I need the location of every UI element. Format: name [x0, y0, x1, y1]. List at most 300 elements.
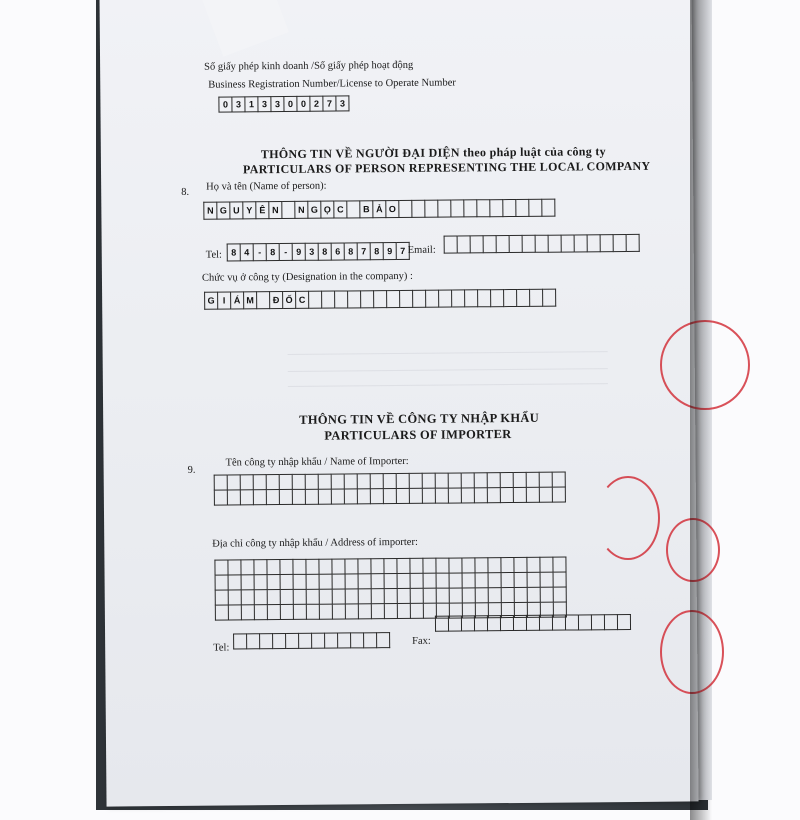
empty-char-box — [448, 615, 461, 630]
representative-title-en: PARTICULARS OF PERSON REPRESENTING THE LOCAL COMPANY — [242, 158, 651, 177]
empty-char-box — [247, 633, 260, 648]
empty-char-box — [397, 603, 410, 618]
empty-char-box — [522, 235, 535, 252]
empty-char-box — [331, 489, 344, 504]
empty-char-box — [409, 488, 422, 503]
empty-char-box — [241, 575, 254, 590]
char-box: 9 — [292, 243, 305, 260]
empty-char-box — [241, 605, 254, 620]
empty-char-box — [344, 489, 357, 504]
empty-char-box — [384, 559, 397, 574]
empty-char-box — [371, 574, 384, 589]
char-box: B — [360, 201, 373, 218]
empty-char-box — [384, 604, 397, 619]
empty-char-box — [214, 490, 227, 505]
empty-char-box — [227, 490, 240, 505]
char-box: Á — [231, 292, 244, 309]
empty-char-box — [423, 588, 436, 603]
empty-char-box — [552, 487, 565, 502]
empty-char-box — [299, 633, 312, 648]
empty-char-box — [496, 235, 509, 252]
char-box — [504, 289, 517, 306]
char-box: Ả — [373, 201, 386, 218]
empty-char-box — [483, 235, 496, 252]
importer-address-boxes — [214, 557, 567, 621]
empty-char-box — [436, 573, 449, 588]
empty-char-box — [444, 235, 457, 252]
empty-char-box — [587, 234, 600, 251]
empty-char-box — [436, 588, 449, 603]
empty-char-box — [410, 588, 423, 603]
empty-char-box — [526, 487, 539, 502]
empty-char-box — [396, 488, 409, 503]
empty-char-box — [397, 588, 410, 603]
empty-char-box — [280, 559, 293, 574]
char-box — [425, 200, 438, 217]
empty-char-box — [500, 473, 513, 488]
empty-char-box — [461, 488, 474, 503]
empty-char-box — [423, 558, 436, 573]
char-box: 8 — [318, 243, 331, 260]
empty-char-box — [306, 589, 319, 604]
empty-char-box — [370, 474, 383, 489]
empty-char-box — [526, 615, 539, 630]
empty-char-box — [600, 234, 613, 251]
email-label: Email: — [407, 244, 436, 256]
item-number-9: 9. — [187, 464, 196, 476]
empty-char-box — [319, 589, 332, 604]
empty-char-box — [358, 589, 371, 604]
char-box: N — [269, 202, 282, 219]
char-box — [413, 290, 426, 307]
char-box — [516, 199, 529, 216]
empty-char-box — [591, 614, 604, 629]
empty-char-box — [292, 474, 305, 489]
empty-char-box — [280, 589, 293, 604]
empty-char-box — [331, 474, 344, 489]
empty-char-box — [488, 558, 501, 573]
empty-char-box — [552, 472, 565, 487]
empty-char-box — [279, 474, 292, 489]
tel-boxes — [227, 242, 410, 262]
empty-char-box — [409, 473, 422, 488]
empty-char-box — [462, 588, 475, 603]
char-box — [542, 199, 555, 216]
char-box: 3 — [232, 97, 245, 112]
char-box — [503, 199, 516, 216]
empty-char-box — [540, 557, 553, 572]
char-box — [374, 291, 387, 308]
char-box: Y — [243, 202, 256, 219]
char-box: 3 — [305, 243, 318, 260]
empty-char-box — [422, 473, 435, 488]
tel-label: Tel: — [205, 249, 222, 261]
char-box: G — [217, 202, 230, 219]
char-box: 8 — [370, 243, 383, 260]
char-box: 1 — [245, 97, 258, 112]
char-box — [438, 200, 451, 217]
empty-char-box — [364, 632, 377, 647]
empty-char-box — [578, 614, 591, 629]
char-box: 8 — [344, 243, 357, 260]
char-box: Ọ — [321, 201, 334, 218]
empty-char-box — [267, 575, 280, 590]
empty-char-box — [332, 574, 345, 589]
empty-char-box — [280, 574, 293, 589]
char-box: U — [230, 202, 243, 219]
empty-char-box — [626, 234, 639, 251]
empty-char-box — [267, 560, 280, 575]
empty-char-box — [475, 588, 488, 603]
empty-char-box — [240, 475, 253, 490]
empty-char-box — [488, 588, 501, 603]
email-boxes — [444, 234, 640, 253]
empty-char-box — [279, 489, 292, 504]
char-box: N — [204, 202, 217, 219]
empty-char-box — [457, 235, 470, 252]
char-box — [322, 291, 335, 308]
char-box: - — [279, 243, 292, 260]
empty-char-box — [266, 475, 279, 490]
empty-char-box — [422, 488, 435, 503]
empty-char-box — [397, 573, 410, 588]
document-page — [99, 0, 698, 807]
empty-char-box — [535, 235, 548, 252]
empty-char-box — [500, 615, 513, 630]
representative-title-vi: THÔNG TIN VỀ NGƯỜI ĐẠI DIỆN theo pháp luật của công ty — [260, 144, 606, 162]
char-box: I — [218, 292, 231, 309]
empty-char-box — [527, 557, 540, 572]
designation-boxes — [204, 289, 556, 310]
empty-char-box — [293, 559, 306, 574]
empty-char-box — [358, 559, 371, 574]
empty-char-box — [397, 558, 410, 573]
empty-char-box — [539, 487, 552, 502]
char-box — [517, 289, 530, 306]
char-box — [490, 200, 503, 217]
empty-char-box — [214, 475, 227, 490]
empty-char-box — [539, 615, 552, 630]
char-box: Đ — [270, 292, 283, 309]
char-box — [543, 289, 556, 306]
char-box — [399, 200, 412, 217]
empty-char-box — [540, 587, 553, 602]
char-box — [282, 201, 295, 218]
empty-char-box — [254, 605, 267, 620]
item-number-8: 8. — [181, 186, 190, 198]
designation-label: Chức vụ ở công ty (Designation in the company) : — [201, 270, 413, 284]
empty-char-box — [338, 632, 351, 647]
empty-char-box — [267, 590, 280, 605]
empty-char-box — [351, 632, 364, 647]
char-box: 7 — [357, 243, 370, 260]
empty-char-box — [332, 559, 345, 574]
char-box: 3 — [336, 96, 349, 111]
empty-char-box — [539, 472, 552, 487]
char-box: N — [295, 201, 308, 218]
empty-char-box — [410, 603, 423, 618]
empty-char-box — [513, 472, 526, 487]
empty-char-box — [254, 575, 267, 590]
empty-char-box — [228, 575, 241, 590]
empty-char-box — [227, 475, 240, 490]
char-box: 3 — [258, 97, 271, 112]
empty-char-box — [345, 589, 358, 604]
empty-char-box — [306, 604, 319, 619]
empty-char-box — [325, 633, 338, 648]
char-box — [477, 200, 490, 217]
char-box — [465, 290, 478, 307]
empty-char-box — [501, 573, 514, 588]
char-box: C — [334, 201, 347, 218]
empty-char-box — [253, 475, 266, 490]
empty-char-box — [462, 558, 475, 573]
empty-char-box — [357, 474, 370, 489]
empty-char-box — [293, 589, 306, 604]
empty-char-box — [383, 489, 396, 504]
empty-char-box — [487, 615, 500, 630]
importer-name-label: Tên công ty nhập khẩu / Name of Importer: — [225, 455, 409, 469]
char-box — [452, 290, 465, 307]
empty-char-box — [384, 574, 397, 589]
char-box — [335, 291, 348, 308]
empty-char-box — [553, 572, 566, 587]
empty-char-box — [552, 615, 565, 630]
char-box: 7 — [323, 96, 336, 111]
empty-char-box — [474, 488, 487, 503]
empty-char-box — [475, 573, 488, 588]
empty-char-box — [527, 587, 540, 602]
char-box — [439, 290, 452, 307]
importer-address-label: Địa chỉ công ty nhập khẩu / Address of importer: — [212, 536, 418, 550]
page-edge-shadow — [690, 0, 712, 820]
empty-char-box — [449, 573, 462, 588]
empty-char-box — [240, 490, 253, 505]
empty-char-box — [488, 573, 501, 588]
char-box: M — [244, 292, 257, 309]
empty-char-box — [286, 633, 299, 648]
char-box — [426, 290, 439, 307]
empty-char-box — [319, 574, 332, 589]
char-box: 8 — [227, 244, 240, 261]
empty-char-box — [371, 589, 384, 604]
empty-char-box — [514, 572, 527, 587]
empty-char-box — [266, 490, 279, 505]
empty-char-box — [561, 234, 574, 251]
empty-char-box — [241, 560, 254, 575]
char-box: G — [205, 292, 218, 309]
empty-char-box — [306, 574, 319, 589]
empty-char-box — [371, 559, 384, 574]
char-box: Ê — [256, 202, 269, 219]
empty-char-box — [228, 605, 241, 620]
empty-char-box — [280, 604, 293, 619]
char-box: 0 — [297, 96, 310, 111]
empty-char-box — [487, 473, 500, 488]
empty-char-box — [553, 587, 566, 602]
empty-char-box — [293, 574, 306, 589]
empty-char-box — [500, 488, 513, 503]
char-box — [309, 291, 322, 308]
empty-char-box — [377, 632, 390, 647]
empty-char-box — [318, 489, 331, 504]
empty-char-box — [215, 605, 228, 620]
empty-char-box — [273, 633, 286, 648]
empty-char-box — [312, 633, 325, 648]
char-box — [347, 201, 360, 218]
empty-char-box — [553, 557, 566, 572]
empty-char-box — [410, 573, 423, 588]
char-box — [529, 199, 542, 216]
empty-char-box — [384, 589, 397, 604]
empty-char-box — [241, 590, 254, 605]
importer-fax-boxes — [435, 614, 631, 631]
empty-char-box — [617, 614, 630, 629]
empty-char-box — [448, 473, 461, 488]
empty-char-box — [461, 615, 474, 630]
person-name-label: Họ và tên (Name of person): — [206, 180, 327, 193]
partial-seal-stamp — [596, 476, 660, 560]
empty-char-box — [449, 588, 462, 603]
empty-char-box — [449, 558, 462, 573]
importer-title-vi: THÔNG TIN VỀ CÔNG TY NHẬP KHẨU — [299, 410, 540, 427]
empty-char-box — [396, 473, 409, 488]
empty-char-box — [357, 489, 370, 504]
empty-char-box — [292, 489, 305, 504]
importer-tel-label: Tel: — [213, 642, 230, 654]
char-box — [530, 289, 543, 306]
bleed-through-line — [288, 351, 608, 355]
importer-title-en: PARTICULARS OF IMPORTER — [324, 427, 512, 443]
empty-char-box — [234, 633, 247, 648]
char-box: 0 — [219, 97, 232, 112]
char-box — [412, 200, 425, 217]
char-box: 7 — [396, 242, 409, 259]
empty-char-box — [509, 235, 522, 252]
empty-char-box — [540, 572, 553, 587]
empty-char-box — [448, 488, 461, 503]
empty-char-box — [435, 616, 448, 631]
char-box: 0 — [284, 96, 297, 111]
char-box: 9 — [383, 243, 396, 260]
char-box: 2 — [310, 96, 323, 111]
importer-fax-label: Fax: — [412, 635, 431, 647]
empty-char-box — [501, 558, 514, 573]
empty-char-box — [228, 590, 241, 605]
char-box: G — [308, 201, 321, 218]
empty-char-box — [306, 559, 319, 574]
char-box: 3 — [271, 96, 284, 111]
char-box — [451, 200, 464, 217]
empty-char-box — [410, 558, 423, 573]
empty-char-box — [318, 474, 331, 489]
license-label-vi: Số giấy phép kinh doanh /Số giấy phép hoạt động — [204, 59, 414, 73]
empty-char-box — [260, 633, 273, 648]
empty-char-box — [319, 559, 332, 574]
char-box: 8 — [266, 244, 279, 261]
empty-char-box — [253, 490, 266, 505]
empty-char-box — [267, 605, 280, 620]
bleed-through-line — [288, 383, 608, 387]
empty-char-box — [435, 473, 448, 488]
empty-char-box — [513, 615, 526, 630]
license-number-boxes — [218, 95, 349, 112]
empty-char-box — [332, 589, 345, 604]
empty-char-box — [371, 604, 384, 619]
empty-char-box — [345, 574, 358, 589]
empty-char-box — [358, 574, 371, 589]
empty-char-box — [436, 558, 449, 573]
char-box — [348, 291, 361, 308]
char-box: 6 — [331, 243, 344, 260]
empty-char-box — [462, 573, 475, 588]
empty-char-box — [527, 572, 540, 587]
empty-char-box — [474, 615, 487, 630]
empty-char-box — [370, 489, 383, 504]
empty-char-box — [423, 573, 436, 588]
empty-char-box — [305, 474, 318, 489]
empty-char-box — [215, 560, 228, 575]
empty-char-box — [501, 588, 514, 603]
empty-char-box — [254, 560, 267, 575]
char-box: Ố — [283, 291, 296, 308]
empty-char-box — [215, 575, 228, 590]
empty-char-box — [215, 590, 228, 605]
empty-char-box — [474, 473, 487, 488]
importer-name-boxes — [214, 472, 566, 506]
empty-char-box — [526, 472, 539, 487]
empty-char-box — [345, 604, 358, 619]
empty-char-box — [435, 488, 448, 503]
empty-char-box — [487, 488, 500, 503]
char-box — [464, 200, 477, 217]
empty-char-box — [345, 559, 358, 574]
empty-char-box — [293, 604, 306, 619]
importer-tel-boxes — [233, 632, 390, 649]
empty-char-box — [604, 614, 617, 629]
char-box — [491, 290, 504, 307]
empty-char-box — [475, 558, 488, 573]
page-fold — [195, 0, 289, 57]
char-box — [400, 290, 413, 307]
empty-char-box — [613, 234, 626, 251]
char-box: C — [296, 291, 309, 308]
empty-char-box — [470, 235, 483, 252]
empty-char-box — [254, 590, 267, 605]
empty-char-box — [383, 474, 396, 489]
bleed-through-line — [288, 368, 608, 372]
char-box — [478, 290, 491, 307]
char-box: - — [253, 244, 266, 261]
empty-char-box — [332, 604, 345, 619]
empty-char-box — [514, 587, 527, 602]
empty-char-box — [565, 614, 578, 629]
empty-char-box — [461, 473, 474, 488]
empty-char-box — [358, 604, 371, 619]
empty-char-box — [305, 489, 318, 504]
char-box — [361, 291, 374, 308]
char-box: O — [386, 200, 399, 217]
empty-char-box — [319, 604, 332, 619]
empty-char-box — [514, 557, 527, 572]
empty-char-box — [228, 560, 241, 575]
empty-char-box — [548, 235, 561, 252]
person-name-boxes — [203, 199, 555, 220]
empty-char-box — [513, 487, 526, 502]
license-label-en: Business Registration Number/License to Operate Number — [208, 77, 456, 91]
char-box: 4 — [240, 244, 253, 261]
char-box — [257, 292, 270, 309]
